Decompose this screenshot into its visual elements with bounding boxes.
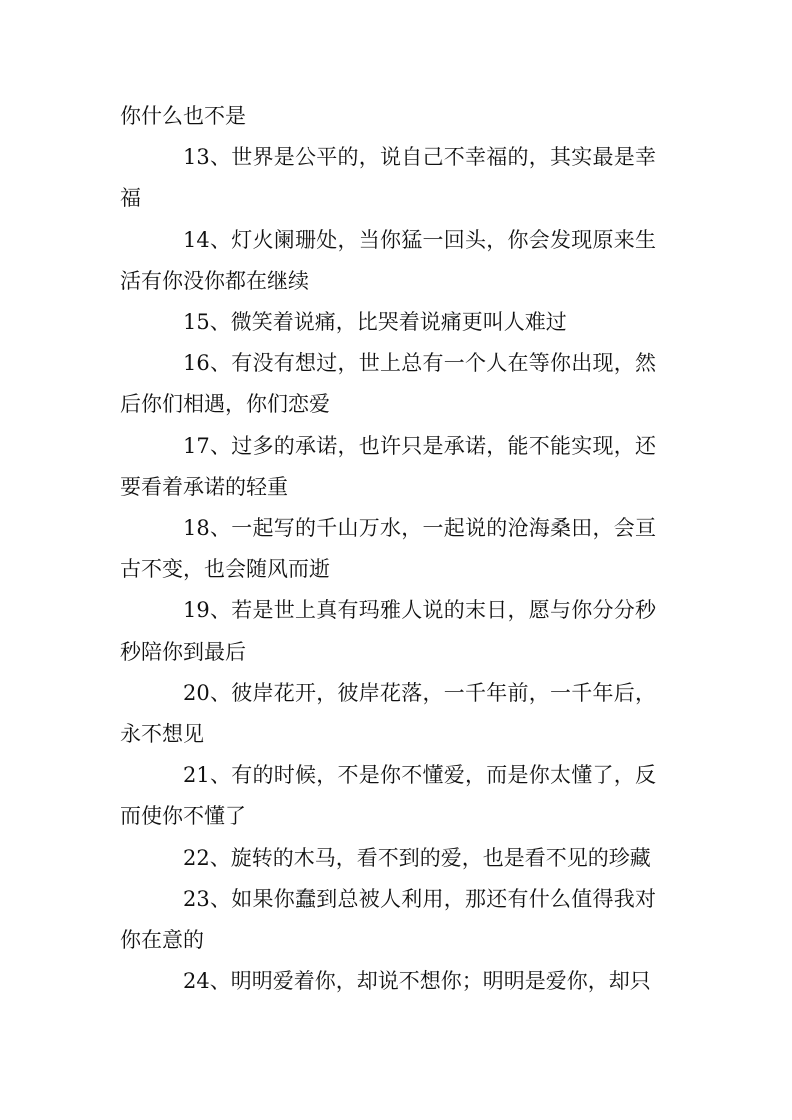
quote-23: 23、如果你蠢到总被人利用，那还有什么值得我对你在意的 (120, 886, 656, 953)
quote-17: 17、过多的承诺，也许只是承诺，能不能实现，还要看着承诺的轻重 (120, 433, 656, 499)
quote-19: 19、若是世上真有玛雅人说的末日，愿与你分分秒秒陪你到最后 (120, 598, 656, 664)
quote-14: 14、灯火阑珊处，当你猛一回头，你会发现原来生活有你没你都在继续 (120, 227, 656, 293)
quote-24: 24、明明爱着你，却说不想你；明明是爱你，却只 (183, 969, 651, 994)
quote-18: 18、一起写的千山万水，一起说的沧海桑田，会亘古不变，也会随风而逝 (120, 516, 656, 582)
quote-16: 16、有没有想过，世上总有一个人在等你出现，然后你们相遇，你们恋爱 (120, 351, 656, 417)
quote-22: 22、旋转的木马，看不到的爱，也是看不见的珍藏 (183, 845, 651, 870)
quote-20: 20、彼岸花开，彼岸花落，一千年前，一千年后，永不想见 (120, 680, 656, 747)
paragraph-continuation: 你什么也不是 (120, 104, 246, 128)
quote-15: 15、微笑着说痛，比哭着说痛更叫人难过 (183, 310, 567, 335)
body-text (120, 96, 656, 1002)
quote-21: 21、有的时候，不是你不懂爱，而是你太懂了，反而使你不懂了 (120, 763, 656, 829)
quote-13: 13、世界是公平的，说自己不幸福的，其实最是幸福 (120, 145, 656, 211)
